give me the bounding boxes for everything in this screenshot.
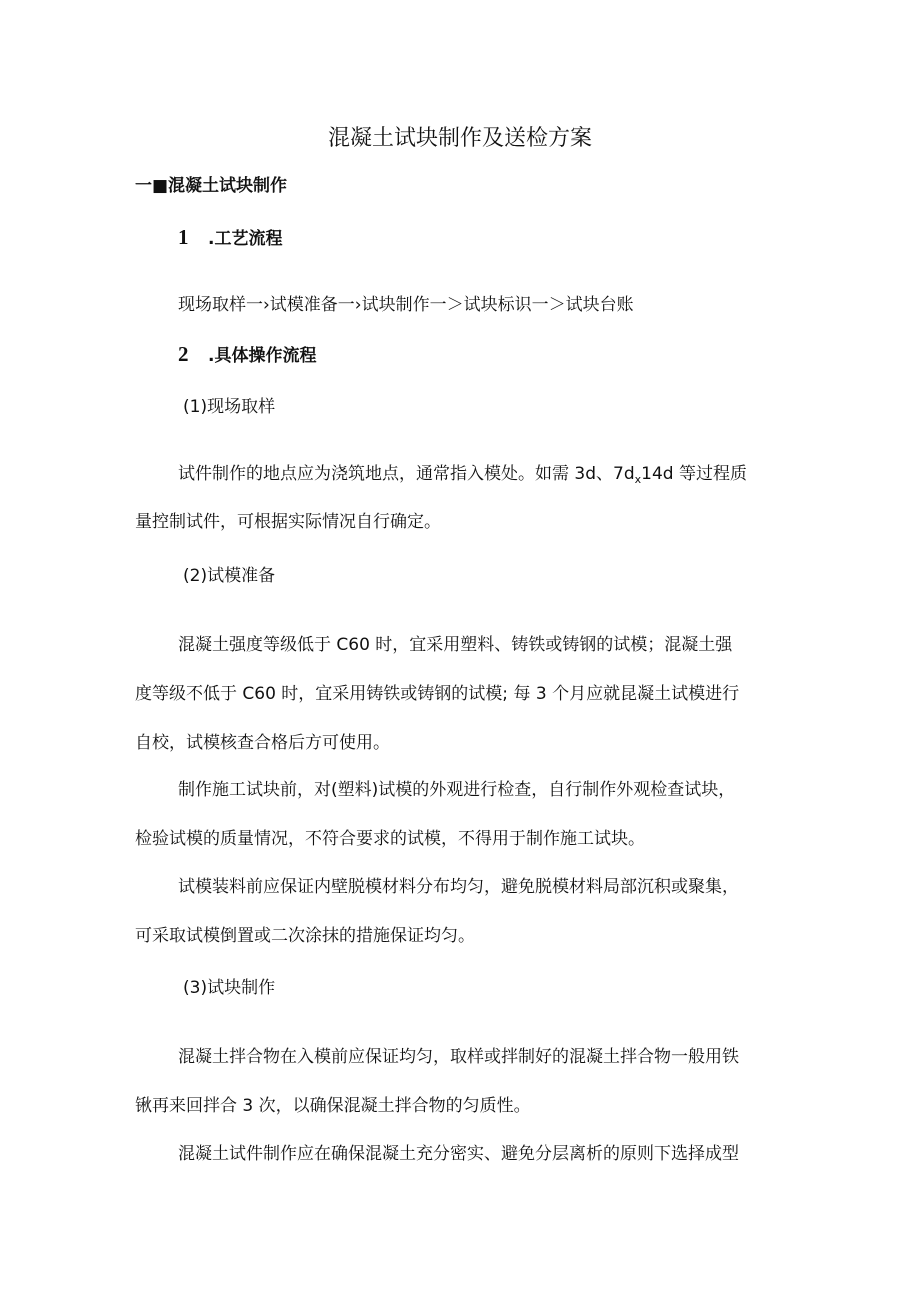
paragraph-line: 自校，试模核查合格后方可使用。 bbox=[135, 733, 390, 753]
paragraph-line: 可采取试模倒置或二次涂抹的措施保证均匀。 bbox=[135, 926, 475, 946]
paragraph-line bbox=[178, 462, 747, 492]
subscript: x bbox=[634, 473, 642, 486]
paragraph-line: 量控制试件，可根据实际情况自行确定。 bbox=[135, 512, 441, 532]
subsection-number: 1 bbox=[178, 225, 189, 249]
paragraph-line: 混凝土强度等级低于 C60 时，宜采用塑料、铸铁或铸钢的试模；混凝土强 bbox=[178, 635, 733, 655]
paragraph-line: 混凝土拌合物在入模前应保证均匀，取样或拌制好的混凝土拌合物一般用铁 bbox=[178, 1047, 739, 1067]
step-title-specimen-making: (3)试块制作 bbox=[183, 978, 276, 998]
paragraph-line: 度等级不低于 C60 时，宜采用铸铁或铸钢的试模; 每 3 个月应就昆凝土试模进行 bbox=[135, 684, 740, 704]
subsection-number: 2 bbox=[178, 342, 189, 366]
subsection-heading-2 bbox=[178, 342, 316, 368]
document-title: 混凝土试块制作及送检方案 bbox=[327, 126, 592, 151]
paragraph-line: 混凝土试件制作应在确保混凝土充分密实、避免分层离析的原则下选择成型 bbox=[178, 1144, 739, 1164]
process-flow-text: 现场取样一›试模准备一›试块制作一＞试块标识一＞试块台账 bbox=[178, 295, 634, 315]
section-heading-1: 一■混凝土试块制作 bbox=[135, 176, 288, 196]
subsection-heading-1 bbox=[178, 225, 282, 251]
paragraph-line: 锹再来回拌合 3 次，以确保混凝土拌合物的匀质性。 bbox=[135, 1096, 531, 1116]
paragraph-line: 检验试模的质量情况，不符合要求的试模，不得用于制作施工试块。 bbox=[135, 829, 645, 849]
text-run: 14d 等过程质 bbox=[641, 464, 747, 484]
paragraph-line: 制作施工试块前，对(塑料)试模的外观进行检查，自行制作外观检查试块， bbox=[178, 780, 736, 800]
subsection-text: .工艺流程 bbox=[208, 229, 283, 249]
step-title-mold-prep: (2)试模准备 bbox=[183, 566, 276, 586]
text-run: 试件制作的地点应为浇筑地点，通常指入模处。如需 3d、7d bbox=[178, 464, 635, 484]
paragraph-line: 试模装料前应保证内壁脱模材料分布均匀，避免脱模材料局部沉积或聚集， bbox=[178, 877, 739, 897]
step-title-sampling: (1)现场取样 bbox=[183, 397, 276, 417]
subsection-text: .具体操作流程 bbox=[208, 346, 317, 366]
